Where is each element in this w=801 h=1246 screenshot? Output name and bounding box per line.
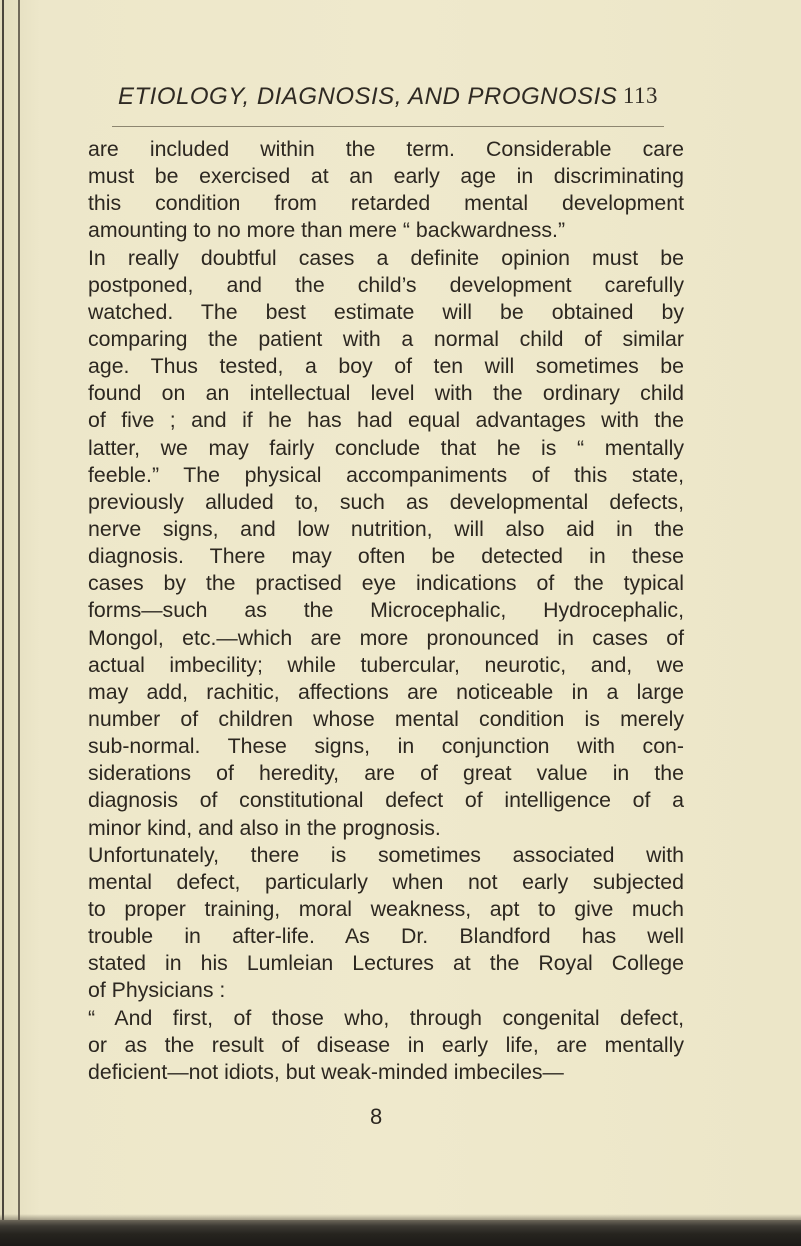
text-line: diagnosis of constitutional defect of intelligence of a: [88, 788, 684, 813]
text-line: feeble.” The physical accompaniments of this state,: [88, 462, 684, 487]
text-line: cases by the practised eye indications of the typical: [88, 571, 684, 596]
text-line: siderations of heredity, are of great value in the: [88, 761, 684, 786]
text-line: of Physicians :: [88, 978, 226, 1003]
page-number: 113: [622, 83, 658, 108]
text-line: comparing the patient with a normal child of similar: [88, 326, 684, 351]
text-line: trouble in after-life. As Dr. Blandford has well: [88, 924, 684, 949]
text-line: stated in his Lumleian Lectures at the Royal College: [88, 951, 684, 976]
running-head: [118, 83, 658, 115]
text-line: In really doubtful cases a definite opinion must be: [88, 245, 684, 270]
running-title: ETIOLOGY, DIAGNOSIS, AND PROGNOSIS: [118, 83, 618, 110]
text-line: this condition from retarded mental development: [88, 191, 684, 216]
text-line: are included within the term. Considerable care: [88, 137, 684, 161]
text-line: number of children whose mental condition is merely: [88, 706, 684, 731]
text-line: previously alluded to, such as developmental defects,: [88, 489, 684, 514]
text-line: actual imbecility; while tubercular, neurotic, and, we: [88, 652, 684, 677]
text-line: of five ; and if he has had equal advantages with the: [88, 408, 684, 433]
text-line: age. Thus tested, a boy of ten will sometimes be: [88, 354, 684, 379]
text-line: may add, rachitic, affections are noticeable in a large: [88, 679, 684, 704]
header-rule: [112, 126, 664, 127]
gutter-line: [18, 0, 20, 1246]
text-line: amounting to no more than mere “ backwardness.”: [88, 218, 566, 243]
body-text: [88, 136, 684, 1086]
text-line: deficient—not idiots, but weak-minded imbeciles—: [88, 1059, 564, 1084]
signature-mark: 8: [370, 1104, 383, 1129]
text-line: Mongol, etc.—which are more pronounced in cases of: [88, 625, 684, 650]
text-line: forms—such as the Microcephalic, Hydrocephalic,: [88, 598, 684, 623]
binding-edge-line: [2, 0, 4, 1246]
text-line: latter, we may fairly conclude that he is “ mentally: [88, 435, 684, 460]
text-line: postponed, and the child’s development carefully: [88, 272, 684, 297]
scan-bottom-band: [0, 1220, 801, 1246]
text-line: minor kind, and also in the prognosis.: [88, 815, 441, 840]
text-line: mental defect, particularly when not early subjected: [88, 869, 684, 894]
text-line: must be exercised at an early age in discriminating: [88, 164, 684, 189]
text-line: found on an intellectual level with the ordinary child: [88, 381, 684, 406]
text-line: Unfortunately, there is sometimes associated with: [88, 842, 684, 867]
text-line: nerve signs, and low nutrition, will also aid in the: [88, 516, 684, 541]
text-line: watched. The best estimate will be obtained by: [88, 299, 684, 324]
text-line: or as the result of disease in early life, are mentally: [88, 1032, 684, 1057]
text-line: to proper training, moral weakness, apt to give much: [88, 896, 684, 921]
text-line: sub-normal. These signs, in conjunction with con-: [88, 734, 684, 759]
text-line: “ And first, of those who, through congenital defect,: [88, 1005, 684, 1030]
text-line: diagnosis. There may often be detected in these: [88, 544, 684, 569]
